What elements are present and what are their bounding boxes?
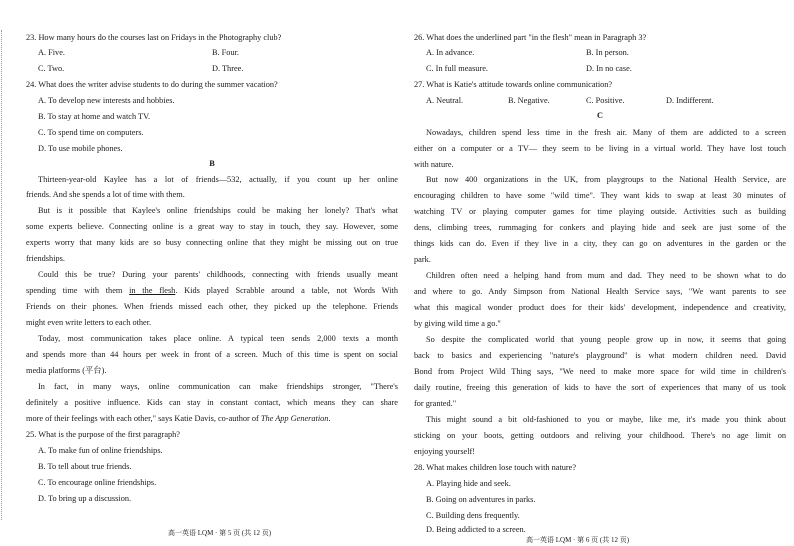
passage-c-line: So despite the complicated world that young people grow up in now, it seems that going bbox=[426, 335, 786, 344]
quoted-phrase: in the flesh bbox=[531, 33, 569, 42]
q27-option-c[interactable]: C. Positive. bbox=[586, 96, 625, 105]
passage-text: . Kids played Scrabble around a table, not Words With bbox=[175, 286, 399, 295]
passage-c-line: and where to go. Andy Simpson from National Health Service says, "We want parents to see bbox=[414, 287, 786, 296]
q24-option-a[interactable]: A. To develop new interests and hobbies. bbox=[38, 96, 175, 105]
passage-b-line: media platforms (平台). bbox=[26, 366, 107, 375]
right-page-column bbox=[414, 0, 786, 546]
passage-b-line: friends. And she spends a lot of time with them. bbox=[26, 190, 185, 199]
q24-option-b[interactable]: B. To stay at home and watch TV. bbox=[38, 112, 151, 121]
q25-option-d[interactable]: D. To bring up a discussion. bbox=[38, 494, 132, 503]
question-text: " mean in Paragraph 3? bbox=[568, 33, 647, 42]
q28-option-b[interactable]: B. Going on adventures in parks. bbox=[426, 495, 536, 504]
q25-option-c[interactable]: C. To encourage online friendships. bbox=[38, 478, 157, 487]
passage-c-line: watching TV or playing computer games for time playing outside. Activities such as building bbox=[414, 207, 786, 216]
passage-b-line: Friends on their phones. When friends missed each other, they picked up the telephone. Friends bbox=[26, 302, 398, 311]
question-27-stem: 27. What is Katie's attitude towards online communication? bbox=[414, 80, 613, 89]
passage-b-line bbox=[26, 285, 398, 296]
q24-option-d[interactable]: D. To use mobile phones. bbox=[38, 144, 123, 153]
passage-c-line: dens, climbing trees, rummaging for conkers and playing hide and seek are just some of the bbox=[414, 223, 786, 232]
q26-option-d[interactable]: D. In no case. bbox=[586, 64, 632, 73]
q23-option-c[interactable]: C. Two. bbox=[38, 64, 65, 73]
q26-option-c[interactable]: C. In full measure. bbox=[426, 64, 488, 73]
q26-option-a[interactable]: A. In advance. bbox=[426, 48, 475, 57]
passage-b-line: Thirteen-year-old Kaylee has a lot of friends—532, actually, if you count up her online bbox=[38, 175, 398, 184]
passage-c-line: daily routine, freeing this generation of kids to have the sort of experiences that many of us took bbox=[414, 383, 786, 392]
q26-option-b[interactable]: B. In person. bbox=[586, 48, 629, 57]
q23-option-b[interactable]: B. Four. bbox=[212, 48, 239, 57]
passage-text: spending time with them bbox=[26, 286, 130, 295]
passage-c-line: But now 400 organizations in the UK, from playgroups to the National Health Service, are bbox=[426, 175, 786, 184]
passage-b-line: friendships. bbox=[26, 254, 65, 263]
question-24-stem: 24. What does the writer advise students to do during the summer vacation? bbox=[26, 80, 278, 89]
passage-c-line: what this magical wonder product does for their kids' development, independence and creativity, bbox=[414, 303, 786, 312]
passage-b-line: But is it possible that Kaylee's online friendships could be making her lonely? That's what bbox=[38, 206, 398, 215]
passage-b-line: Could this be true? During your parents' childhoods, connecting with friends usually meant bbox=[38, 270, 398, 279]
binding-margin-line bbox=[1, 30, 6, 520]
passage-b-line: and spends more than 44 hours per week in front of a screen. Much of this time is spent on social bbox=[26, 350, 398, 359]
q24-option-c[interactable]: C. To spend time on computers. bbox=[38, 128, 144, 137]
passage-c-line: by giving wild time a go." bbox=[414, 319, 501, 328]
section-b-heading: B bbox=[209, 159, 215, 168]
question-text: 26. What does the underlined part " bbox=[414, 33, 532, 42]
passage-b-line: might even write letters to each other. bbox=[26, 318, 152, 327]
q27-option-a[interactable]: A. Neutral. bbox=[426, 96, 464, 105]
q23-option-d[interactable]: D. Three. bbox=[212, 64, 244, 73]
passage-b-line: some experts believe. Connecting online is a great way to stay in touch, they say. However, some bbox=[26, 222, 398, 231]
passage-c-line: encouraging children to have some "wild time". They want kids to swap at least 30 minutes of bbox=[414, 191, 786, 200]
passage-b-line: experts worry that many kids are so busy connecting online that they might be missing out on true bbox=[26, 238, 398, 247]
q25-option-a[interactable]: A. To make fun of online friendships. bbox=[38, 446, 163, 455]
passage-c-line: for granted." bbox=[414, 399, 457, 408]
section-c-heading: C bbox=[597, 111, 603, 120]
q27-option-b[interactable]: B. Negative. bbox=[508, 96, 550, 105]
passage-c-line: Children often need a helping hand from mum and dad. They need to be shown what to do bbox=[426, 271, 786, 280]
q27-option-d[interactable]: D. Indifferent. bbox=[666, 96, 714, 105]
passage-c-line: Bond from Project Wild Thing says, "We need to make more space for wild time in children's bbox=[414, 367, 786, 376]
passage-c-line: park. bbox=[414, 255, 431, 264]
q28-option-c[interactable]: C. Building dens frequently. bbox=[426, 511, 520, 520]
underlined-phrase: in the flesh bbox=[129, 286, 176, 295]
passage-b-line: Today, most communication takes place online. A typical teen sends 2,000 texts a month bbox=[38, 334, 398, 343]
passage-b-line: In fact, in many ways, online communication can make friendships stronger, "There's bbox=[38, 382, 398, 391]
q28-option-d[interactable]: D. Being addicted to a screen. bbox=[426, 525, 526, 534]
passage-c-line: back to basics and experiencing "nature's playground" is what modern children need. David bbox=[414, 351, 786, 360]
passage-text: . bbox=[328, 414, 331, 423]
q28-option-a[interactable]: A. Playing hide and seek. bbox=[426, 479, 511, 488]
passage-c-line: Nowadays, children spend less time in the fresh air. Many of them are addicted to a screen bbox=[426, 128, 786, 137]
q25-option-b[interactable]: B. To tell about true friends. bbox=[38, 462, 132, 471]
passage-b-line: definitely a positive influence. Kids can stay in constant contact, which means they can share bbox=[26, 398, 398, 407]
page-footer: 高一英语 LQM · 第 6 页 (共 12 页) bbox=[526, 536, 630, 544]
question-28-stem: 28. What makes children lose touch with nature? bbox=[414, 463, 577, 472]
page-footer: 高一英语 LQM · 第 5 页 (共 12 页) bbox=[168, 529, 272, 537]
q23-option-a[interactable]: A. Five. bbox=[38, 48, 65, 57]
passage-c-line: either on a computer or a TV— they seem to be living in a virtual world. They have lost touch bbox=[414, 144, 786, 153]
passage-c-line: things kids can do. Even if they live in a city, they can go on adventures in the garden or the bbox=[414, 239, 786, 248]
passage-text: more of their feelings with each other," says Katie Davis, co-author of bbox=[26, 414, 261, 423]
question-25-stem: 25. What is the purpose of the first paragraph? bbox=[26, 430, 180, 439]
passage-b-line bbox=[26, 413, 331, 424]
left-page-column bbox=[26, 0, 398, 546]
passage-c-line: enjoying yourself! bbox=[414, 447, 476, 456]
book-title: The App Generation bbox=[260, 414, 329, 423]
question-23-stem: 23. How many hours do the courses last on Fridays in the Photography club? bbox=[26, 33, 282, 42]
passage-c-line: This might sound a bit old-fashioned to you or maybe, like me, it's made you think about bbox=[426, 415, 786, 424]
passage-c-line: sticking on your boots, getting outdoors and reliving your childhood. There's no age limit on bbox=[414, 431, 786, 440]
question-26-stem bbox=[414, 32, 646, 43]
passage-c-line: with nature. bbox=[414, 160, 454, 169]
